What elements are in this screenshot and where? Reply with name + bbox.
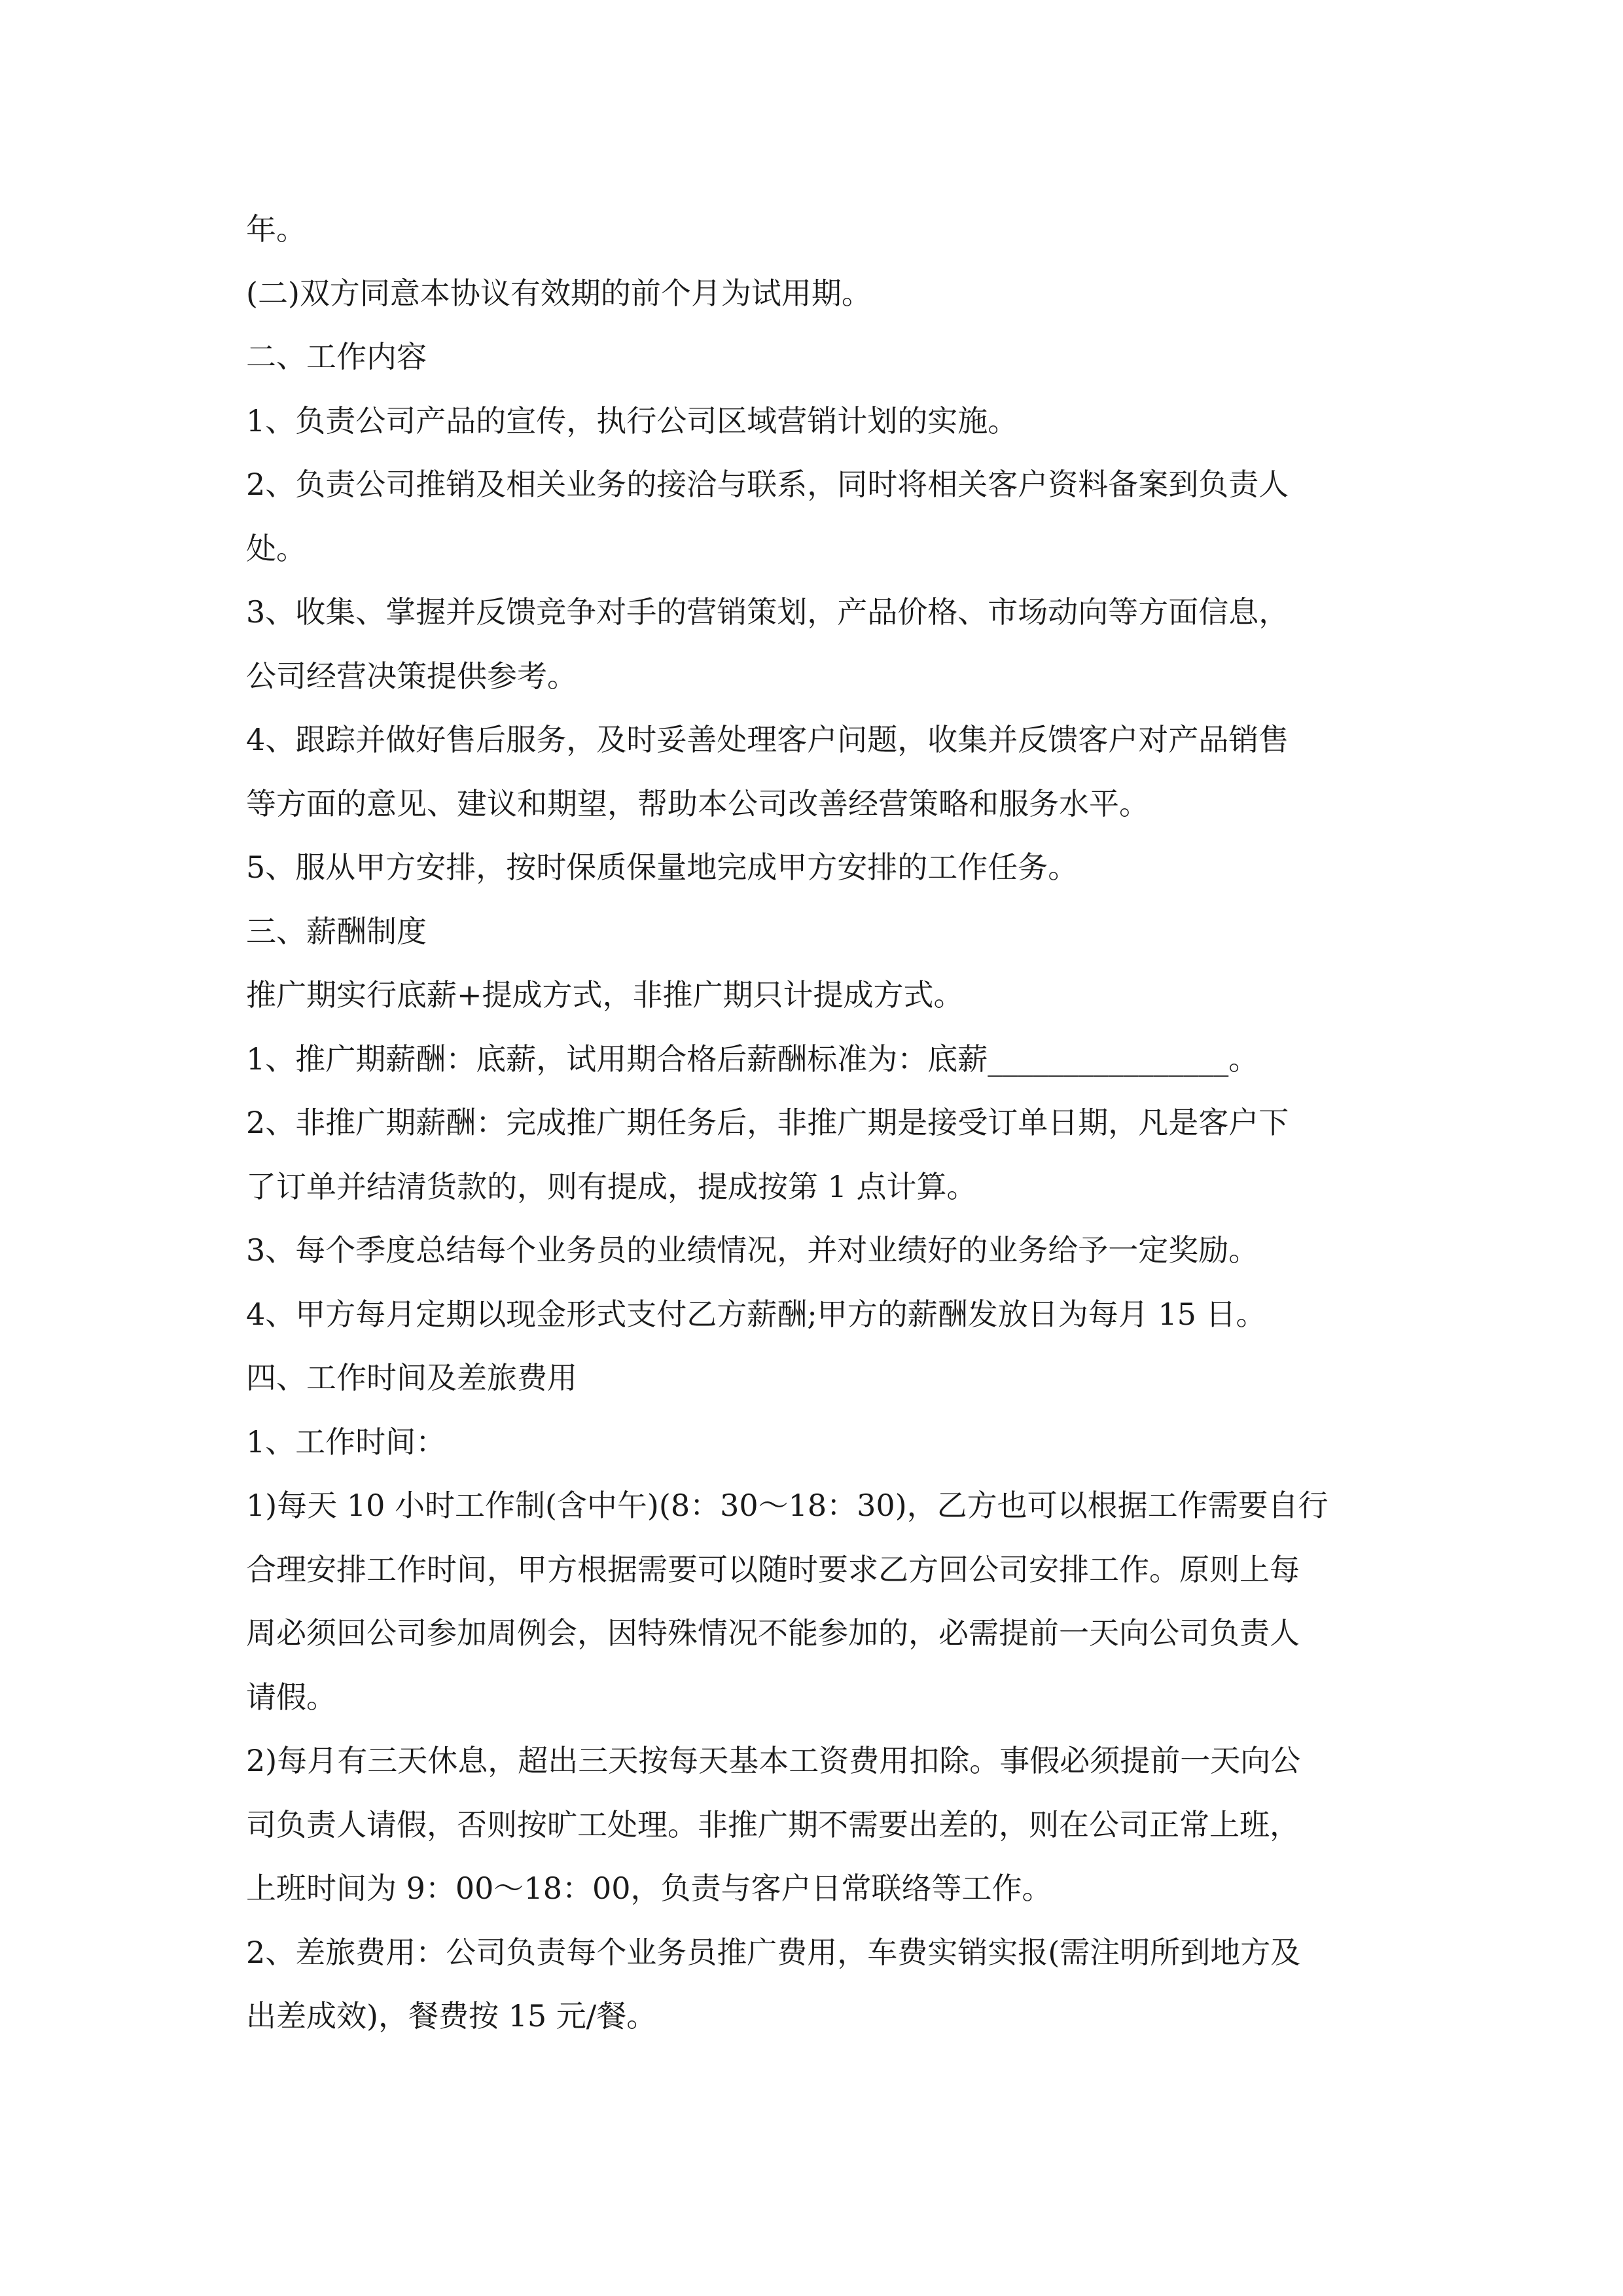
- text-line: 周必须回公司参加周例会，因特殊情况不能参加的，必需提前一天向公司负责人: [246, 1615, 1300, 1651]
- text-line: 了订单并结清货款的，则有提成，提成按第 1 点计算。: [246, 1168, 977, 1204]
- text-line: 4、甲方每月定期以现金形式支付乙方薪酬;甲方的薪酬发放日为每月 15 日。: [246, 1296, 1266, 1332]
- text-line: 4、跟踪并做好售后服务，及时妥善处理客户问题，收集并反馈客户对产品销售: [246, 722, 1289, 757]
- text-line: 请假。: [246, 1679, 336, 1715]
- text-line: 上班时间为 9：00～18：00，负责与客户日常联络等工作。: [246, 1871, 1052, 1906]
- text-line: 5、服从甲方安排，按时保质保量地完成甲方安排的工作任务。: [246, 850, 1079, 885]
- text-line: 出差成效)，餐费按 15 元/餐。: [246, 1998, 657, 2034]
- section-heading: 三、薪酬制度: [246, 913, 427, 949]
- text-line: 司负责人请假，否则按旷工处理。非推广期不需要出差的，则在公司正常上班，: [246, 1806, 1300, 1842]
- text-line: 1、负责公司产品的宣传，执行公司区域营销计划的实施。: [246, 403, 1018, 439]
- text-line: 2、差旅费用：公司负责每个业务员推广费用，车费实销实报(需注明所到地方及: [246, 1934, 1301, 1970]
- text-line: 推广期实行底薪+提成方式，非推广期只计提成方式。: [246, 977, 964, 1013]
- text-line: 2)每月有三天休息，超出三天按每天基本工资费用扣除。事假必须提前一天向公: [246, 1743, 1301, 1778]
- text-line: 合理安排工作时间，甲方根据需要可以随时要求乙方回公司安排工作。原则上每: [246, 1551, 1300, 1587]
- text-line: 1、工作时间：: [246, 1424, 446, 1460]
- document-body: [246, 198, 1424, 2049]
- text-line: 1)每天 10 小时工作制(含中午)(8：30～18：30)，乙方也可以根据工作需要自行: [246, 1488, 1329, 1523]
- text-line: 2、负责公司推销及相关业务的接洽与联系，同时将相关客户资料备案到负责人: [246, 467, 1289, 502]
- text-line: 3、收集、掌握并反馈竞争对手的营销策划，产品价格、市场动向等方面信息，: [246, 594, 1289, 630]
- section-heading: 二、工作内容: [246, 339, 427, 374]
- text-line: 3、每个季度总结每个业务员的业绩情况，并对业绩好的业务给予一定奖励。: [246, 1232, 1259, 1268]
- text-line: 等方面的意见、建议和期望，帮助本公司改善经营策略和服务水平。: [246, 785, 1149, 821]
- text-line: 1、推广期薪酬：底薪，试用期合格后薪酬标准为：底薪________________。: [246, 1041, 1259, 1077]
- section-heading: 四、工作时间及差旅费用: [246, 1360, 577, 1395]
- text-line: 2、非推广期薪酬：完成推广期任务后，非推广期是接受订单日期，凡是客户下: [246, 1105, 1289, 1140]
- text-line: 处。: [246, 530, 306, 566]
- text-line: 年。: [246, 211, 306, 247]
- text-line: 公司经营决策提供参考。: [246, 658, 577, 694]
- text-line: (二)双方同意本协议有效期的前个月为试用期。: [246, 275, 872, 311]
